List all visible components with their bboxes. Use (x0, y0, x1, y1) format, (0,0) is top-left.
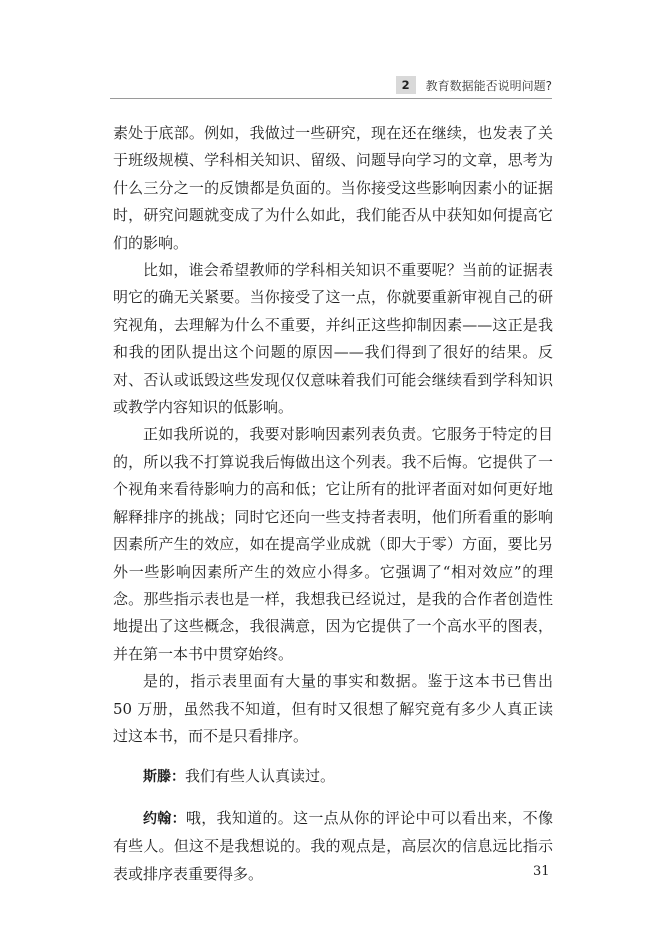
dialog-text: 哦，我知道的。这一点从你的评论中可以看出来，不像有些人。但这不是我想说的。我的观点是，高层次的信息远比指示表或排序表重要得多。 (113, 808, 553, 883)
chapter-title: 教育数据能否说明问题? (425, 78, 552, 93)
running-header (396, 76, 552, 94)
paragraph: 是的，指示表里面有大量的事实和数据。鉴于这本书已售出 50 万册，虽然我不知道，但有时又很想了解究竟有多少人真正读过这本书，而不是只看排序。 (113, 672, 553, 745)
dialog-john (113, 805, 553, 888)
dialog-sten (113, 763, 553, 791)
dialog-text: 我们有些人认真读过。 (185, 767, 336, 786)
header-divider (110, 98, 552, 99)
paragraph-continued: 素处于底部。例如，我做过一些研究，现在还在继续，也发表了关于班级规模、学科相关知识、留级、问题导向学习的文章，思考为什么三分之一的反馈都是负面的。当你接受这些影响因素小的证据时，研究问题就变成了为什么如此，我们能否从中获知如何提高它们的影响。 (113, 124, 553, 252)
speaker-name: 约翰： (143, 810, 186, 827)
speaker-name: 斯滕： (143, 769, 185, 786)
paragraph: 正如我所说的，我要对影响因素列表负责。它服务于特定的目的，所以我不打算说我后悔做出这个列表。我不后悔。它提供了一个视角来看待影响力的高和低；它让所有的批评者面对如何更好地解释排序的挑战；同时它还向一些支持者表明，他们所看重的影响因素所产生的效应，如在提高学业成就（即大于零）方面，要比另外一些影响因素所产生的效应小得多。它强调了“相对效应”的理念。那些指示表也是一样，我想我已经说过，是我的合作者创造性地提出了这些概念，我很满意，因为它提供了一个高水平的图表，并在第一本书中贯穿始终。 (113, 425, 553, 663)
body-text (113, 120, 553, 888)
paragraph: 比如，谁会希望教师的学科相关知识不重要呢？当前的证据表明它的确无关紧要。当你接受了这一点，你就要重新审视自己的研究视角，去理解为什么不重要，并纠正这些抑制因素——这正是我和我的团队提出这个问题的原因——我们得到了很好的结果。反对、否认或诋毁这些发现仅仅意味着我们可能会继续看到学科知识或教学内容知识的低影响。 (113, 261, 553, 417)
chapter-number-badge: 2 (396, 76, 416, 94)
page-number: 31 (533, 864, 550, 879)
